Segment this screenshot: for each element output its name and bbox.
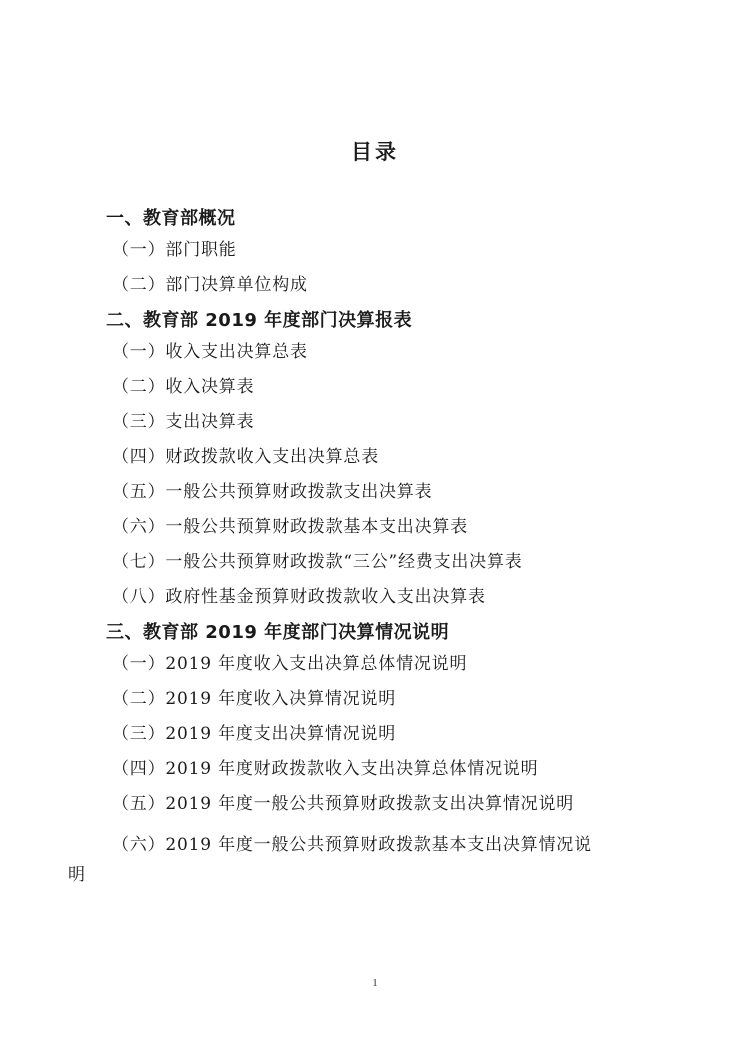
toc-item-3-3[interactable]: （三）2019 年度支出决算情况说明	[112, 724, 397, 744]
toc-item-2-6[interactable]: （六）一般公共预算财政拨款基本支出决算表	[112, 517, 468, 537]
toc-item-2-5[interactable]: （五）一般公共预算财政拨款支出决算表	[112, 482, 433, 502]
toc-item-3-6-line1: （六）2019 年度一般公共预算财政拨款基本支出决算情况说	[112, 835, 592, 855]
table-of-contents	[68, 210, 682, 891]
toc-item-2-1[interactable]: （一）收入支出决算总表	[112, 342, 308, 362]
toc-item-1-2[interactable]: （二）部门决算单位构成	[112, 275, 308, 295]
toc-item-section-2[interactable]: 二、教育部 2019 年度部门决算报表	[106, 310, 413, 331]
toc-item-section-3[interactable]: 三、教育部 2019 年度部门决算情况说明	[106, 622, 450, 643]
toc-item-2-8[interactable]: （八）政府性基金预算财政拨款收入支出决算表	[112, 587, 486, 607]
toc-item-2-7[interactable]: （七）一般公共预算财政拨款“三公”经费支出决算表	[112, 552, 523, 572]
toc-item-2-4[interactable]: （四）财政拨款收入支出决算总表	[112, 447, 379, 467]
page-title: 目录	[351, 140, 399, 164]
toc-item-3-4[interactable]: （四）2019 年度财政拨款收入支出决算总体情况说明	[112, 759, 539, 779]
toc-item-3-2[interactable]: （二）2019 年度收入决算情况说明	[112, 689, 397, 709]
toc-item-section-1[interactable]: 一、教育部概况	[106, 208, 236, 229]
toc-item-2-3[interactable]: （三）支出决算表	[112, 412, 255, 432]
toc-item-3-6-line2: 明	[68, 864, 86, 885]
toc-item-3-5[interactable]: （五）2019 年度一般公共预算财政拨款支出决算情况说明	[112, 794, 575, 814]
page-number: 1	[372, 977, 378, 989]
toc-item-3-6[interactable]	[68, 831, 682, 891]
toc-item-1-1[interactable]: （一）部门职能	[112, 240, 237, 260]
toc-item-3-1[interactable]: （一）2019 年度收入支出决算总体情况说明	[112, 654, 468, 674]
toc-item-2-2[interactable]: （二）收入决算表	[112, 377, 255, 397]
